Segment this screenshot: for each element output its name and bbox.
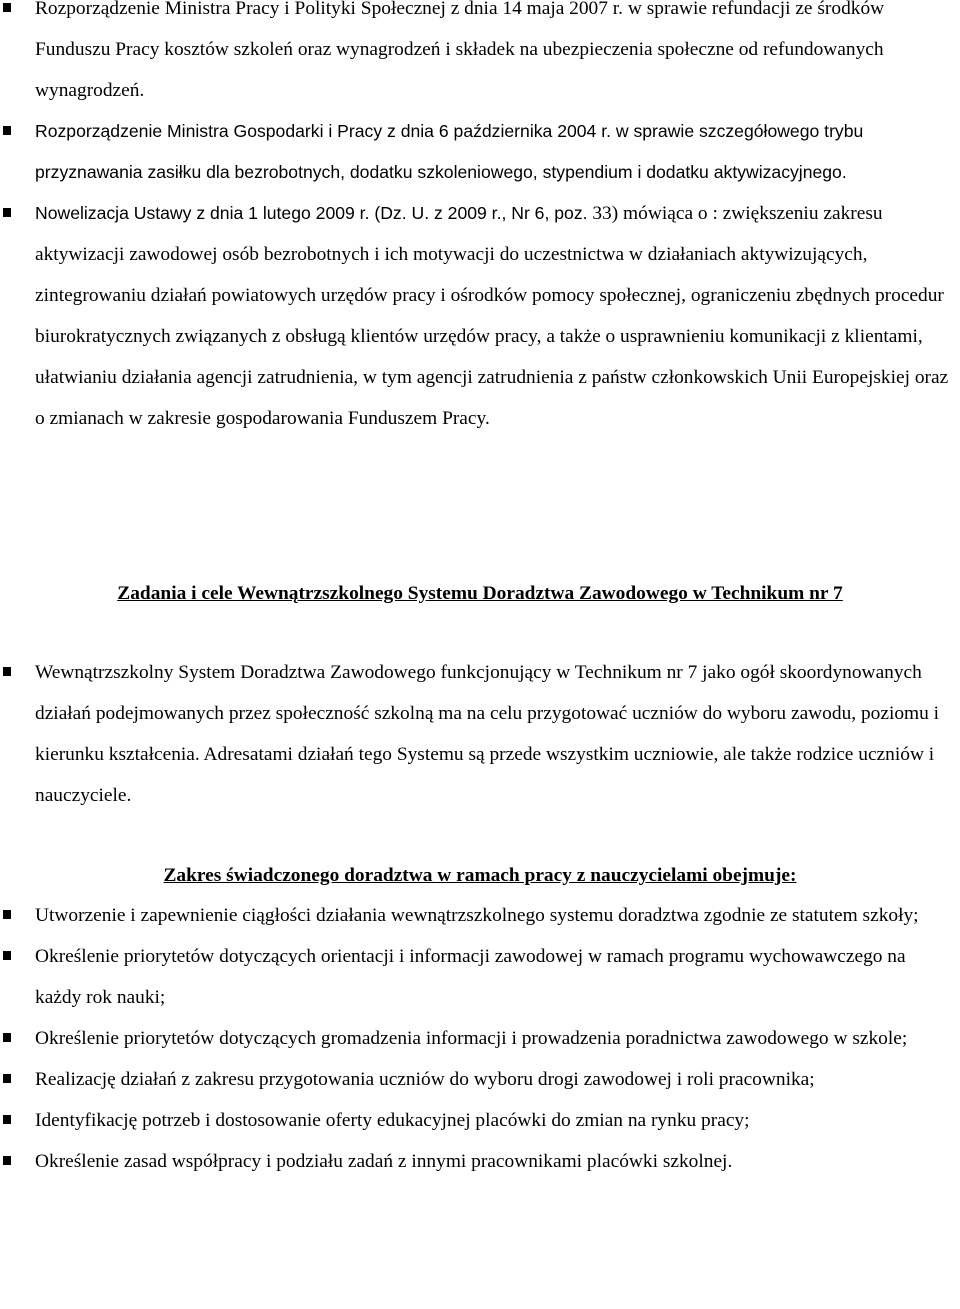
list-item [0,1141,960,1182]
section-heading-scope-text: Zakres świadczonego doradztwa w ramach pracy z nauczycielami obejmuje: [163,865,797,886]
list-item [0,111,960,193]
list-item [0,652,960,816]
list-item-text-serif: 33) mówiąca o : zwiększeniu zakresu aktywizacji zawodowej osób bezrobotnych i ich motywacji do uczestnictwa w działaniach aktywizujących, zintegrowaniu działań powiatowych urzędów pracy i ośrodków pomocy społecznej, ograniczeniu zbędnych procedur biurokratycznych związanych z obsługą klientów urzędów pracy, a także o usprawnieniu komunikacji z klientami, ułatwianiu działania agencji zatrudnienia, w tym agencji zatrudnienia z państw członkowskich Unii Europejskiej oraz o zmianach w zakresie gospodarowania Funduszem Pracy. [35,203,949,429]
list-item-text: Określenie priorytetów dotyczących gromadzenia informacji i prowadzenia poradnictwa zawodowego w szkole; [35,1028,908,1049]
list-item [0,1100,960,1141]
list-item-text: Utworzenie i zapewnienie ciągłości działania wewnątrzszkolnego systemu doradztwa zgodnie ze statutem szkoły; [35,905,919,926]
square-bullet-icon [3,667,11,676]
list-item-text: Identyfikację potrzeb i dostosowanie oferty edukacyjnej placówki do zmian na rynku pracy; [35,1110,750,1131]
list-item-text: Realizację działań z zakresu przygotowania uczniów do wyboru drogi zawodowej i roli pracownika; [35,1069,815,1090]
square-bullet-icon [3,126,11,135]
list-item [0,1059,960,1100]
square-bullet-icon [3,1156,11,1165]
list-item-text: Określenie priorytetów dotyczących orientacji i informacji zawodowej w ramach programu wychowawczego na każdy rok nauki; [35,946,906,1008]
list-item-text: Rozporządzenie Ministra Gospodarki i Pracy z dnia 6 października 2004 r. w sprawie szczegółowego trybu przyznawania zasiłku dla bezrobotnych, dodatku szkoleniowego, stypendium i dodatku aktywizacyjnego. [35,121,864,182]
list-item-text-sans: Nowelizacja Ustawy z dnia 1 lutego 2009 r. (Dz. U. z 2009 r., Nr 6, poz. [35,203,588,223]
section-heading-scope [0,855,960,896]
legal-acts-list [0,0,960,439]
goals-list [0,652,960,816]
list-item [0,193,960,439]
list-item-text: Rozporządzenie Ministra Pracy i Polityki Społecznej z dnia 14 maja 2007 r. w sprawie refundacji ze środków Funduszu Pracy kosztów szkoleń oraz wynagrodzeń i składek na ubezpieczenia społeczne od refundowanych wynagrodzeń. [35,0,885,101]
square-bullet-icon [3,208,11,217]
square-bullet-icon [3,951,11,960]
square-bullet-icon [3,3,11,12]
section-heading-goals-text: Zadania i cele Wewnątrzszkolnego Systemu Doradztwa Zawodowego w Technikum nr 7 [117,583,843,604]
square-bullet-icon [3,1033,11,1042]
square-bullet-icon [3,1074,11,1083]
list-item [0,0,960,111]
square-bullet-icon [3,1115,11,1124]
square-bullet-icon [3,910,11,919]
section-heading-goals [0,573,960,614]
scope-list [0,895,960,1182]
list-item-text: Określenie zasad współpracy i podziału zadań z innymi pracownikami placówki szkolnej. [35,1151,733,1172]
list-item [0,1018,960,1059]
list-item-text: Wewnątrzszkolny System Doradztwa Zawodowego funkcjonujący w Technikum nr 7 jako ogół skoordynowanych działań podejmowanych przez społeczność szkolną ma na celu przygotować uczniów do wyboru zawodu, poziomu i kierunku kształcenia. Adresatami działań tego Systemu są przede wszystkim uczniowie, ale także rodzice uczniów i nauczyciele. [35,662,940,806]
list-item [0,895,960,936]
list-item [0,936,960,1018]
